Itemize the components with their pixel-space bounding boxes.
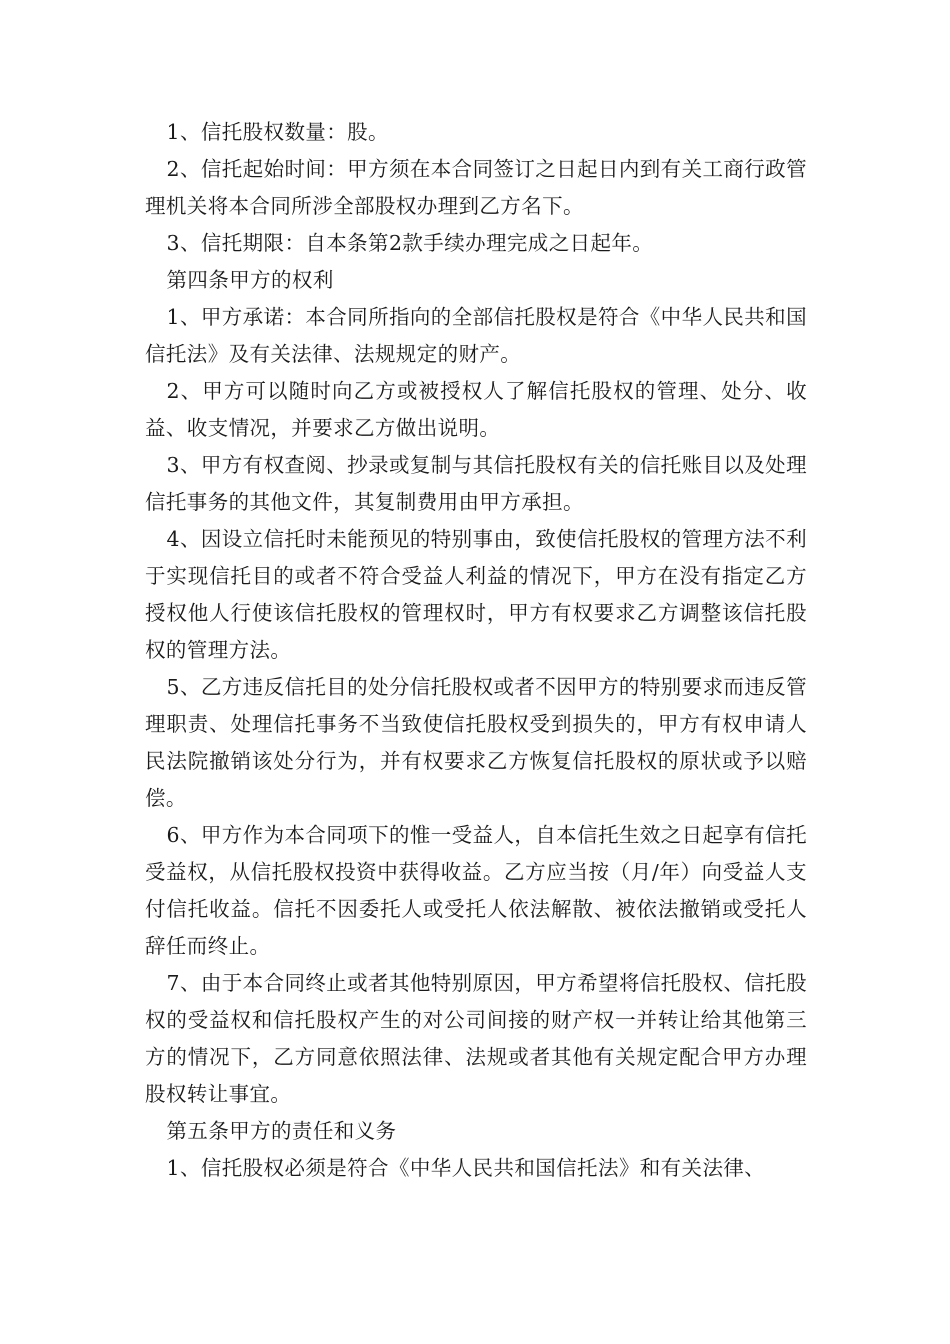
clause-4-6: 6、甲方作为本合同项下的惟一受益人，自本信托生效之日起享有信托受益权，从信托股权投资中获得收益。乙方应当按（月/年）向受益人支付信托收益。信托不因委托人或受托人依法解散、被依法撤销或受托人辞任而终止。 [145,823,807,958]
section-heading-article-5: 第五条甲方的责任和义务 [166,1119,397,1143]
clause-4-5: 5、乙方违反信托目的处分信托股权或者不因甲方的特别要求而违反管理职责、处理信托事务不当致使信托股权受到损失的，甲方有权申请人民法院撤销该处分行为，并有权要求乙方恢复信托股权的原状或予以赔偿。 [145,675,807,810]
clause-4-1: 1、甲方承诺：本合同所指向的全部信托股权是符合《中华人民共和国信托法》及有关法律、法规规定的财产。 [145,305,807,366]
clause-4-4: 4、因设立信托时未能预见的特别事由，致使信托股权的管理方法不利于实现信托目的或者不符合受益人利益的情况下，甲方在没有指定乙方授权他人行使该信托股权的管理权时，甲方有权要求乙方调整该信托股权的管理方法。 [145,527,807,662]
clause-shares-quantity: 1、信托股权数量：股。 [166,120,389,144]
clause-trust-start-time: 2、信托起始时间：甲方须在本合同签订之日起日内到有关工商行政管理机关将本合同所涉全部股权办理到乙方名下。 [145,157,807,218]
clause-4-7: 7、由于本合同终止或者其他特别原因，甲方希望将信托股权、信托股权的受益权和信托股权产生的对公司间接的财产权一并转让给其他第三方的情况下，乙方同意依照法律、法规或者其他有关规定配合甲方办理股权转让事宜。 [145,971,807,1106]
clause-4-3: 3、甲方有权查阅、抄录或复制与其信托股权有关的信托账目以及处理信托事务的其他文件，其复制费用由甲方承担。 [145,453,807,514]
document-page [145,114,807,1187]
section-heading-article-4: 第四条甲方的权利 [166,268,334,292]
clause-trust-term: 3、信托期限：自本条第2款手续办理完成之日起年。 [166,231,654,255]
clause-4-2: 2、甲方可以随时向乙方或被授权人了解信托股权的管理、处分、收益、收支情况，并要求乙方做出说明。 [145,379,807,440]
clause-5-1: 1、信托股权必须是符合《中华人民共和国信托法》和有关法律、 [166,1156,766,1180]
